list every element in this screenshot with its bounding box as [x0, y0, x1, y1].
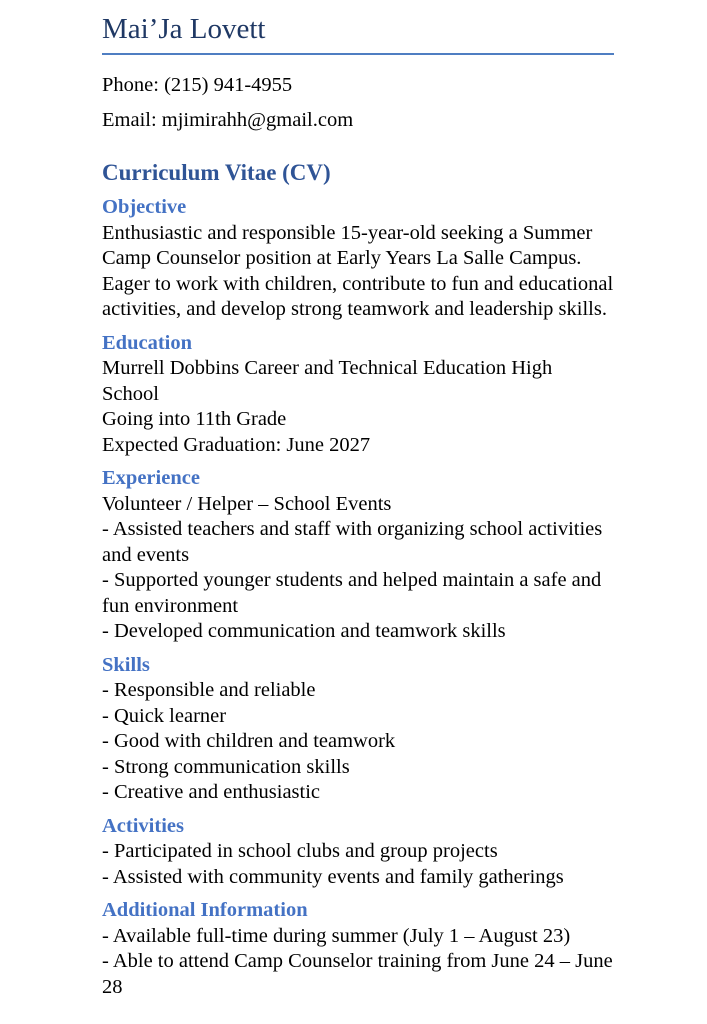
section-line: - Good with children and teamwork: [102, 730, 396, 752]
section-line: - Creative and enthusiastic: [102, 781, 321, 803]
section-line: - Developed communication and teamwork skills: [102, 620, 506, 642]
page-title: Mai’Ja Lovett: [102, 13, 614, 55]
email-line: Email: mjimirahh@gmail.com: [102, 109, 354, 131]
section-line: Expected Graduation: June 2027: [102, 433, 371, 456]
section-line: - Assisted teachers and staff with organizing school activities and events: [102, 518, 603, 566]
section-line: - Available full-time during summer (July 1 – August 23): [102, 924, 571, 947]
section-line: - Quick learner: [102, 704, 227, 727]
section-line: Volunteer / Helper – School Events: [102, 492, 392, 515]
section-line: Going into 11th Grade: [102, 408, 287, 430]
section-line: - Responsible and reliable: [102, 679, 316, 701]
section-heading-additional-information: Additional Information: [102, 899, 308, 921]
section-line: - Participated in school clubs and group projects: [102, 840, 498, 862]
section-heading-activities: Activities: [102, 814, 184, 837]
section-line: - Assisted with community events and family gatherings: [102, 865, 564, 888]
section-heading-skills: Skills: [102, 653, 150, 676]
section-heading-objective: Objective: [102, 196, 187, 218]
cv-title: Curriculum Vitae (CV): [102, 160, 331, 185]
section-heading-experience: Experience: [102, 467, 200, 489]
section-line: - Strong communication skills: [102, 755, 350, 778]
section-line: Murrell Dobbins Career and Technical Education High School: [102, 357, 553, 405]
section-line: - Able to attend Camp Counselor training from June 24 – June 28: [102, 950, 613, 998]
phone-line: Phone: (215) 941-4955: [102, 74, 293, 96]
cv-sections: [102, 195, 614, 1000]
section-heading-education: Education: [102, 331, 192, 354]
section-line: Enthusiastic and responsible 15-year-old seeking a Summer Camp Counselor position at Early Years La Salle Campus. Eager to work with children, contribute to fun and educational activities, and develop strong teamwork and leadership skills.: [102, 221, 614, 320]
section-line: - Supported younger students and helped maintain a safe and fun environment: [102, 569, 602, 617]
